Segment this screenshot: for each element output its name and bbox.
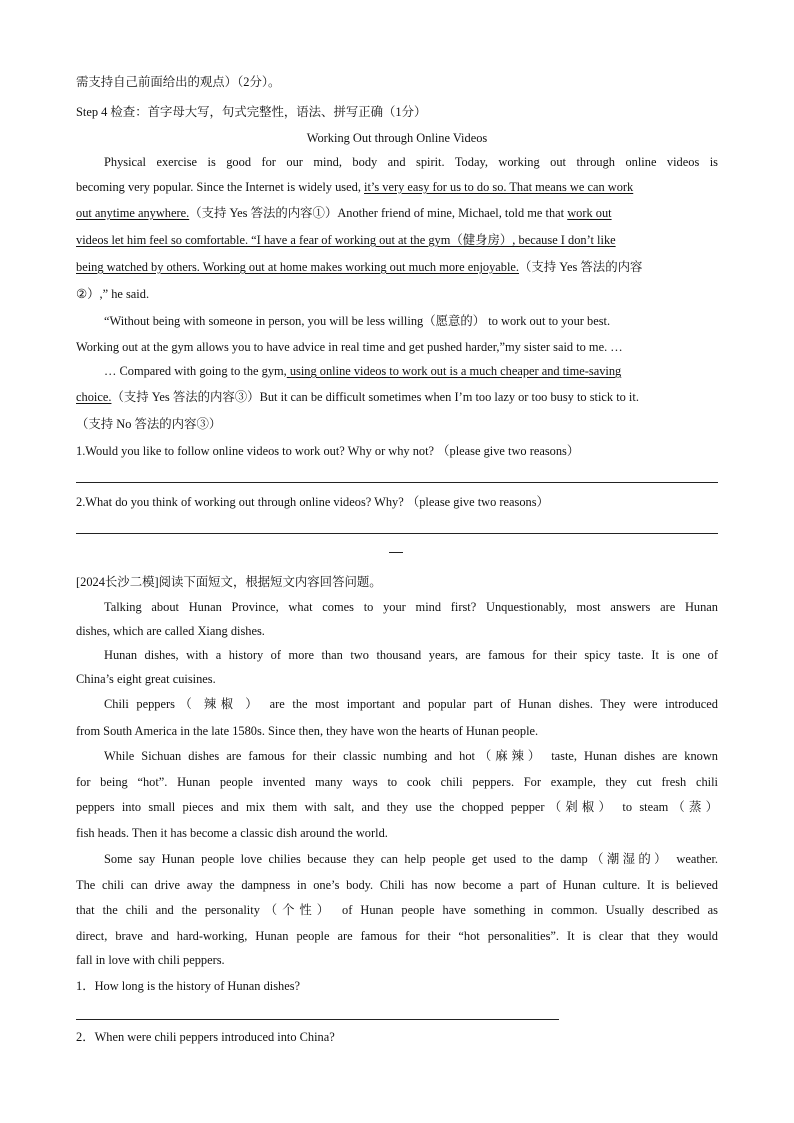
paragraph-line (76, 179, 633, 195)
paragraph-line: （支持 No 答法的内容③） (76, 417, 222, 431)
paragraph-line: Talking about Hunan Province, what comes to your mind first? Unquestionably, most answers are Hunan (104, 600, 718, 614)
paragraph-line: for being “hot”. Hunan people invented many ways to cook chili peppers. For example, they cut fresh chili (76, 775, 718, 789)
paragraph-line: peppers into small pieces and mix them with salt, and they use the chopped pepper（剁椒） to steam（蒸） (76, 800, 718, 814)
paragraph-line (76, 389, 639, 405)
paragraph-line: dishes, which are called Xiang dishes. (76, 624, 265, 638)
question: 2.What do you think of working out through online videos? Why? （please give two reasons） (76, 495, 549, 509)
text-segment: becoming very popular. Since the Internet is widely used, (76, 180, 365, 194)
underlined-text: videos let him feel so comfortable. “I have a fear of working out at the gym（健身房）, because I don’t like (76, 233, 616, 247)
answer-line[interactable] (76, 1019, 559, 1020)
intro-line: 需支持自己前面给出的观点）（2分）。 (76, 75, 281, 89)
paragraph-line: Some say Hunan people love chilies because they can help people get used to the damp（潮湿的） weather. (104, 852, 718, 866)
text-segment: （支持 Yes 答法的内容③）But it can be difficult sometimes when I’m too lazy or too busy to stick to it. (111, 390, 639, 404)
paragraph-line (76, 259, 642, 275)
answer-line[interactable] (76, 533, 718, 534)
step4-line: Step 4 检查：首字母大写，句式完整性，语法、拼写正确（1分） (76, 105, 427, 119)
article-title: Working Out through Online Videos (306, 131, 488, 145)
text-segment: （支持 Yes 答法的内容①）Another friend of mine, Michael, told me that (189, 206, 568, 220)
paragraph-line: Chili peppers（ 辣椒 ） are the most important and popular part of Hunan dishes. They were introduced (104, 697, 718, 711)
paragraph-line: The chili can drive away the dampness in one’s body. Chili has now become a part of Hunan culture. It is believed (76, 878, 718, 892)
paragraph-line (76, 205, 612, 221)
underlined-text: being watched by others. Working out at home makes working out much more enjoyable. (76, 260, 520, 274)
paragraph-line: ②）,” he said. (76, 287, 150, 301)
text-segment: … Compared with going to the gym, (104, 364, 287, 378)
paragraph-line: China’s eight great cuisines. (76, 672, 216, 686)
separator (389, 552, 403, 553)
paragraph-line: Hunan dishes, with a history of more than two thousand years, are famous for their spicy taste. It is one of (104, 648, 718, 662)
paragraph-line: fall in love with chili peppers. (76, 953, 225, 967)
underlined-text: out anytime anywhere. (76, 206, 190, 220)
text-segment: （支持 Yes 答法的内容 (519, 260, 643, 274)
answer-line[interactable] (76, 482, 718, 483)
paragraph-line: Working out at the gym allows you to have advice in real time and get pushed harder,”my sister said to me. … (76, 340, 623, 354)
underlined-text: it’s very easy for us to do so. That means we can work (364, 180, 634, 194)
paragraph-line: While Sichuan dishes are famous for their classic numbing and hot（麻辣） taste, Hunan dishes are known (104, 749, 718, 763)
paragraph-line: from South America in the late 1580s. Since then, they have won the hearts of Hunan people. (76, 724, 539, 738)
question: 2．When were chili peppers introduced into China? (76, 1030, 335, 1044)
paragraph-line: fish heads. Then it has become a classic dish around the world. (76, 826, 388, 840)
question: 1．How long is the history of Hunan dishes? (76, 979, 301, 993)
paragraph-line: that the chili and the personality（个性） of Hunan people have something in common. Usually described as (76, 903, 718, 917)
paragraph-line (104, 363, 621, 379)
paragraph-line: direct, brave and hard-working, Hunan people are famous for their “hot personalities”. It is clear that they would (76, 929, 718, 943)
underlined-text: choice. (76, 390, 112, 404)
underlined-text: using online videos to work out is a much cheaper and time-saving (286, 364, 622, 378)
question: 1.Would you like to follow online videos to work out? Why or why not? （please give two reasons） (76, 444, 580, 458)
paragraph-line: “Without being with someone in person, you will be less willing（愿意的） to work out to your best. (104, 314, 611, 328)
paragraph-line (76, 232, 616, 248)
section-header: [2024长沙二模]阅读下面短文，根据短文内容回答问题。 (76, 575, 382, 589)
underlined-text: work out (567, 206, 612, 220)
paragraph-line: Physical exercise is good for our mind, body and spirit. Today, working out through online videos is (104, 155, 718, 169)
